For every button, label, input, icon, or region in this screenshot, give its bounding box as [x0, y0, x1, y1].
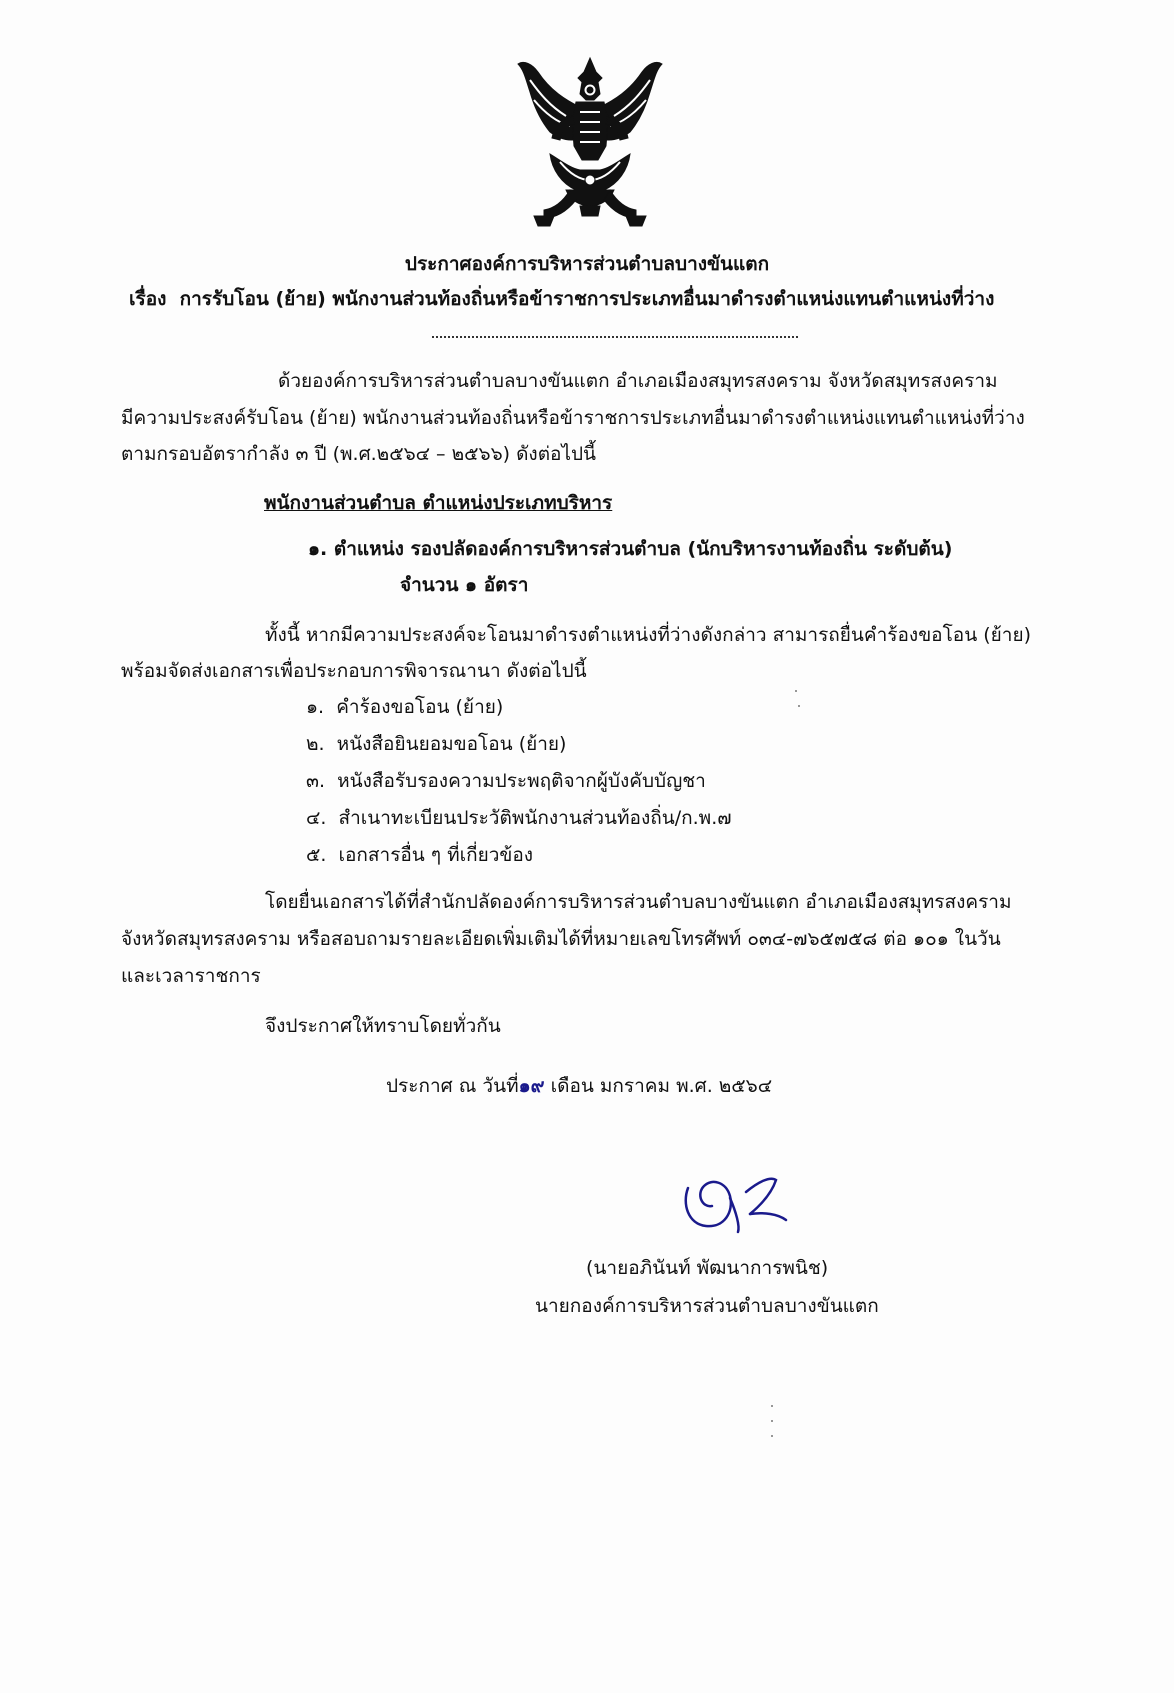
- separator-dots: [432, 335, 798, 338]
- subject-label: เรื่อง: [129, 288, 167, 310]
- closing-announcement: จึงประกาศให้ทราบโดยทั่วกัน: [265, 1015, 501, 1037]
- position-count: จำนวน ๑ อัตรา: [400, 574, 529, 596]
- document-list-item: ๓. หนังสือรับรองความประพฤติจากผู้บังคับบัญชา: [306, 770, 706, 792]
- document-list-item: ๕. เอกสารอื่น ๆ ที่เกี่ยวข้อง: [306, 844, 534, 866]
- document-list-item: ๑. คำร้องขอโอน (ย้าย): [306, 696, 504, 718]
- scan-speck: [795, 690, 797, 692]
- documents-intro-line-2: พร้อมจัดส่งเอกสารเพื่อประกอบการพิจารณานา ดังต่อไปนี้: [121, 660, 587, 682]
- date-prefix: ประกาศ ณ วันที่: [386, 1075, 519, 1097]
- scan-speck: [771, 1435, 773, 1437]
- scan-speck: [771, 1405, 773, 1407]
- submission-line-1: โดยยื่นเอกสารได้ที่สำนักปลัดองค์การบริหารส่วนตำบลบางขันแตก อำเภอเมืองสมุทรสงคราม: [265, 891, 1012, 913]
- documents-intro-line-1: ทั้งนี้ หากมีความประสงค์จะโอนมาดำรงตำแหน่งที่ว่างดังกล่าว สามารถยื่นคำร้องขอโอน (ย้าย): [265, 624, 1031, 646]
- document-list-item: ๔. สำเนาทะเบียนประวัติพนักงานส่วนท้องถิ่น/ก.พ.๗: [306, 807, 732, 829]
- signatory-title: นายกองค์การบริหารส่วนตำบลบางขันแตก: [535, 1295, 879, 1317]
- garuda-emblem-icon: [510, 50, 670, 235]
- date-day: ๑๙: [518, 1075, 545, 1097]
- date-suffix: เดือน มกราคม พ.ศ. ๒๕๖๔: [550, 1075, 773, 1097]
- intro-line-3: ตามกรอบอัตรากำลัง ๓ ปี (พ.ศ.๒๕๖๔ – ๒๕๖๖) ดังต่อไปนี้: [121, 443, 597, 465]
- submission-line-3: และเวลาราชการ: [121, 965, 261, 987]
- position-title: ๑. ตำแหน่ง รองปลัดองค์การบริหารส่วนตำบล (นักบริหารงานท้องถิ่น ระดับต้น): [308, 538, 953, 560]
- announcement-title: ประกาศองค์การบริหารส่วนตำบลบางขันแตก: [404, 253, 770, 275]
- document-list-item: ๒. หนังสือยินยอมขอโอน (ย้าย): [306, 733, 567, 755]
- submission-line-2: จังหวัดสมุทรสงคราม หรือสอบถามรายละเอียดเพิ่มเติมได้ที่หมายเลขโทรศัพท์ ๐๓๔-๗๖๕๗๕๘ ต่อ ๑๐๑ ในวัน: [121, 928, 1001, 950]
- position-section-heading: พนักงานส่วนตำบล ตำแหน่งประเภทบริหาร: [264, 492, 613, 514]
- intro-line-2: มีความประสงค์รับโอน (ย้าย) พนักงานส่วนท้องถิ่นหรือข้าราชการประเภทอื่นมาดำรงตำแหน่งแทนตำแหน่งที่ว่าง: [121, 407, 1025, 429]
- signatory-name: (นายอภินันท์ พัฒนาการพนิช): [586, 1257, 829, 1279]
- scan-speck: [771, 1420, 773, 1422]
- announcement-date: [386, 1072, 772, 1100]
- subject-line: [129, 285, 994, 313]
- scan-speck: [798, 705, 800, 707]
- intro-line-1: ด้วยองค์การบริหารส่วนตำบลบางขันแตก อำเภอเมืองสมุทรสงคราม จังหวัดสมุทรสงคราม: [278, 370, 998, 392]
- handwritten-signature: [678, 1158, 808, 1236]
- subject-text: การรับโอน (ย้าย) พนักงานส่วนท้องถิ่นหรือข้าราชการประเภทอื่นมาดำรงตำแหน่งแทนตำแหน่งที่ว่าง: [179, 288, 995, 310]
